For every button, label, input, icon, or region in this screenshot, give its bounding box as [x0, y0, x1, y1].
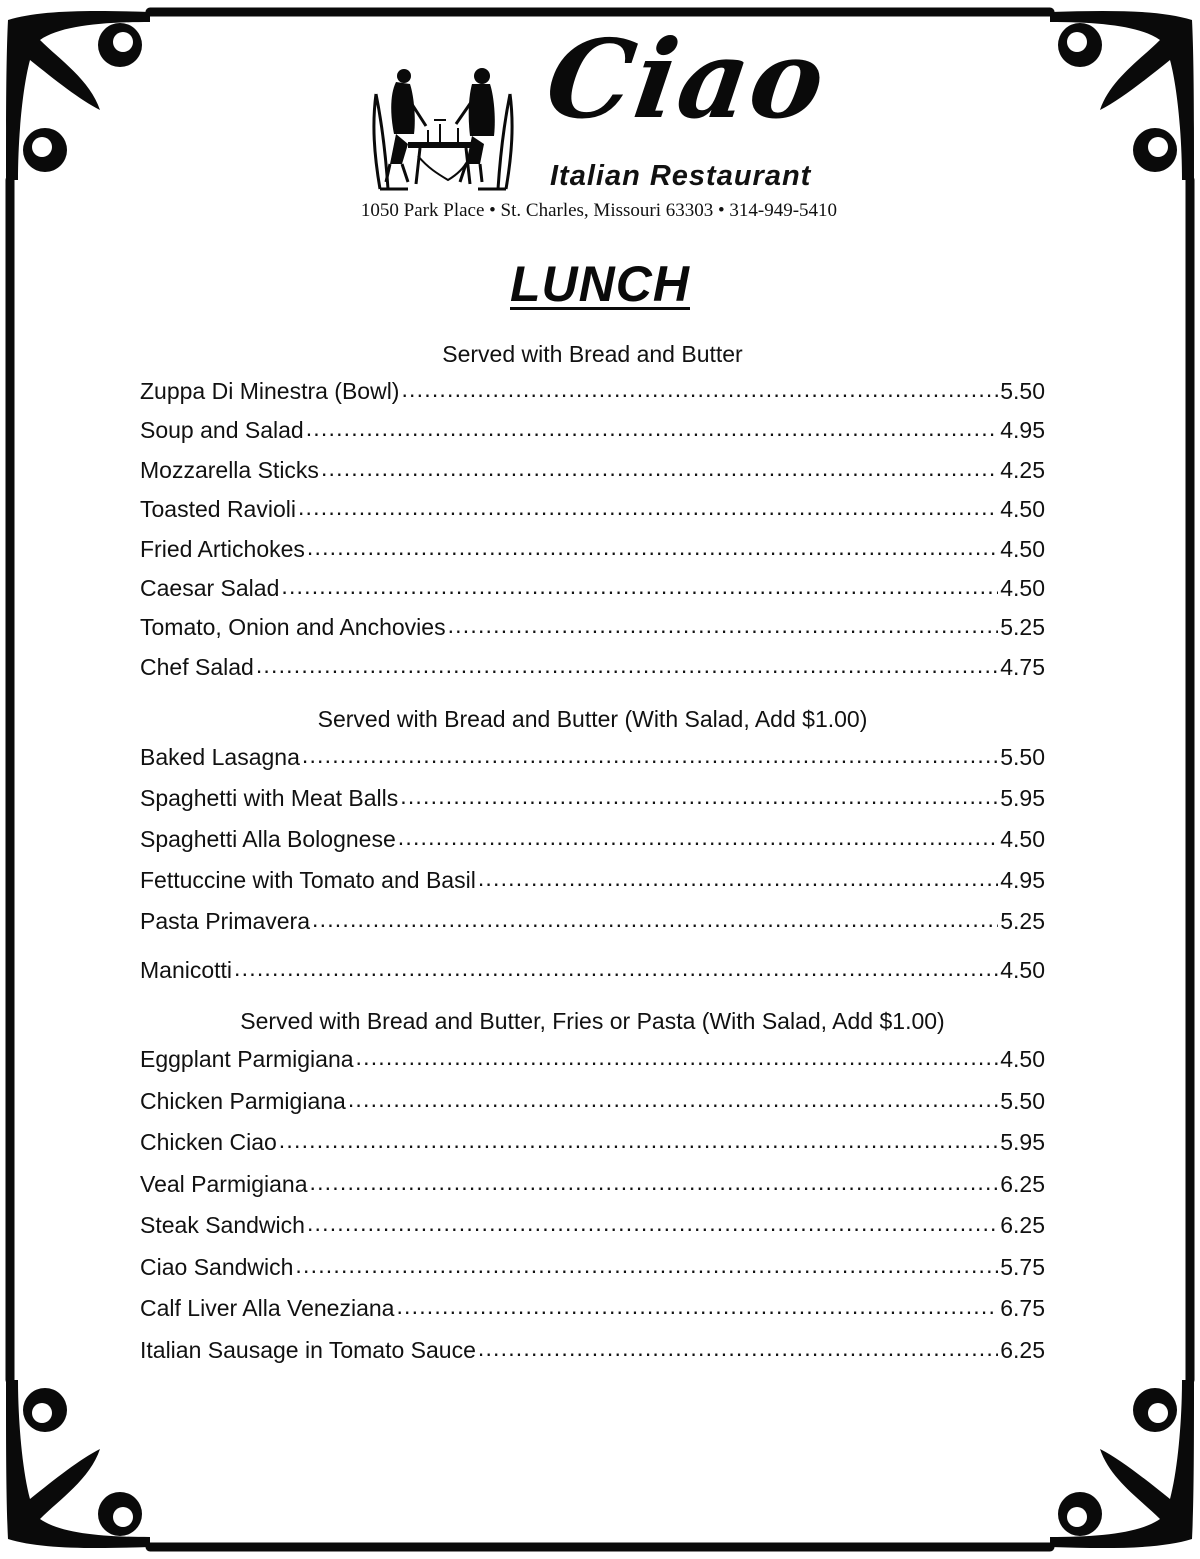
dot-leader — [478, 1328, 998, 1370]
menu-section — [140, 336, 1045, 687]
dot-leader — [281, 567, 998, 606]
item-price: 6.25 — [1000, 1212, 1045, 1239]
item-price: 6.25 — [1000, 1336, 1045, 1363]
item-name: Zuppa Di Minestra (Bowl) — [140, 378, 400, 404]
item-name: Soup and Salad — [140, 417, 304, 444]
item-name: Pasta Primavera — [140, 908, 311, 935]
item-name: Italian Sausage in Tomato Sauce — [140, 1336, 476, 1363]
item-price: 5.75 — [1000, 1253, 1045, 1280]
menu-item — [140, 1122, 1045, 1164]
dot-leader — [356, 1037, 999, 1079]
menu-item — [140, 1330, 1045, 1372]
item-price: 4.50 — [1000, 574, 1045, 601]
menu-item — [140, 819, 1045, 860]
menu-item — [140, 1164, 1045, 1206]
item-price: 6.25 — [1000, 1170, 1045, 1197]
dot-leader — [307, 1203, 998, 1245]
menu-item — [140, 451, 1045, 490]
menu-item — [140, 372, 1045, 411]
item-name: Mozzarella Sticks — [140, 456, 319, 483]
dot-leader — [448, 606, 999, 645]
item-price: 4.50 — [1000, 826, 1045, 853]
item-price: 5.50 — [1000, 744, 1045, 771]
dot-leader — [310, 1162, 999, 1204]
dot-leader — [298, 488, 998, 527]
address-text: 1050 Park Place • St. Charles, Missouri 63303 • 314-949-5410 — [360, 200, 838, 221]
dot-leader — [478, 858, 998, 899]
menu-item — [140, 1288, 1045, 1330]
restaurant-header — [0, 17, 1200, 230]
item-price: 4.95 — [1000, 417, 1045, 444]
menu-item — [140, 411, 1045, 450]
item-price: 4.50 — [1000, 1046, 1045, 1073]
dot-leader — [348, 1079, 998, 1121]
item-name: Manicotti — [140, 957, 233, 984]
dot-leader — [307, 528, 998, 567]
dot-leader — [302, 735, 998, 776]
item-name: Baked Lasagna — [140, 744, 300, 771]
item-name: Chicken Ciao — [140, 1129, 277, 1156]
item-price: 4.50 — [1000, 535, 1045, 562]
item-price: 5.25 — [1000, 908, 1045, 935]
item-price: 5.95 — [1000, 785, 1045, 812]
item-name: Veal Parmigiana — [140, 1170, 308, 1197]
menu-item — [140, 901, 1045, 942]
menu-item — [140, 530, 1045, 569]
menu-body — [140, 336, 1045, 1371]
menu-item — [140, 1039, 1045, 1081]
menu-section — [140, 701, 1045, 991]
restaurant-address — [0, 200, 1200, 222]
menu-item — [140, 1247, 1045, 1289]
item-name: Steak Sandwich — [140, 1212, 305, 1239]
dot-leader — [398, 817, 998, 858]
section-note: Served with Bread and Butter — [442, 341, 743, 367]
dot-leader — [306, 409, 999, 448]
item-price: 4.50 — [1000, 957, 1045, 984]
dot-leader — [256, 646, 998, 685]
menu-item — [140, 608, 1045, 647]
dot-leader — [400, 776, 998, 817]
menu-title: LUNCH — [510, 256, 690, 312]
item-name: Toasted Ravioli — [140, 496, 296, 523]
menu-item — [140, 1081, 1045, 1123]
restaurant-logo: Ciao — [539, 17, 834, 143]
dot-leader — [295, 1245, 998, 1287]
menu-section — [140, 1003, 1045, 1371]
dot-leader — [279, 1120, 998, 1162]
item-price: 5.50 — [1000, 1087, 1045, 1114]
item-name: Fettuccine with Tomato and Basil — [140, 867, 476, 894]
item-name: Spaghetti Alla Bolognese — [140, 826, 396, 853]
item-price: 5.50 — [1000, 378, 1045, 404]
item-price: 4.75 — [1000, 653, 1045, 680]
item-name: Eggplant Parmigiana — [140, 1046, 354, 1073]
item-name: Calf Liver Alla Veneziana — [140, 1295, 395, 1322]
menu-item — [140, 648, 1045, 687]
section-note: Served with Bread and Butter, Fries or Pasta (With Salad, Add $1.00) — [240, 1008, 945, 1035]
menu-item — [140, 737, 1045, 778]
restaurant-type: Italian Restaurant — [550, 160, 812, 192]
item-name: Chef Salad — [140, 653, 254, 680]
menu-item — [140, 950, 1045, 991]
dot-leader — [396, 1286, 998, 1328]
item-price: 4.25 — [1000, 456, 1045, 483]
dot-leader — [401, 370, 998, 409]
menu-item — [140, 490, 1045, 529]
item-name: Spaghetti with Meat Balls — [140, 785, 399, 812]
dot-leader — [234, 948, 998, 989]
item-price: 4.50 — [1000, 496, 1045, 523]
item-price: 5.95 — [1000, 1129, 1045, 1156]
item-price: 4.95 — [1000, 867, 1045, 894]
dining-couple-illustration-icon — [368, 64, 518, 214]
menu-item — [140, 1205, 1045, 1247]
item-name: Tomato, Onion and Anchovies — [140, 614, 446, 641]
menu-item — [140, 569, 1045, 608]
menu-item — [140, 778, 1045, 819]
dot-leader — [321, 449, 998, 488]
menu-item — [140, 860, 1045, 901]
item-name: Ciao Sandwich — [140, 1253, 294, 1280]
item-name: Caesar Salad — [140, 574, 280, 601]
section-note: Served with Bread and Butter (With Salad, Add $1.00) — [317, 706, 868, 733]
dot-leader — [312, 899, 998, 940]
item-name: Fried Artichokes — [140, 535, 305, 562]
item-name: Chicken Parmigiana — [140, 1087, 346, 1114]
item-price: 6.75 — [1000, 1295, 1045, 1322]
item-price: 5.25 — [1000, 614, 1045, 641]
